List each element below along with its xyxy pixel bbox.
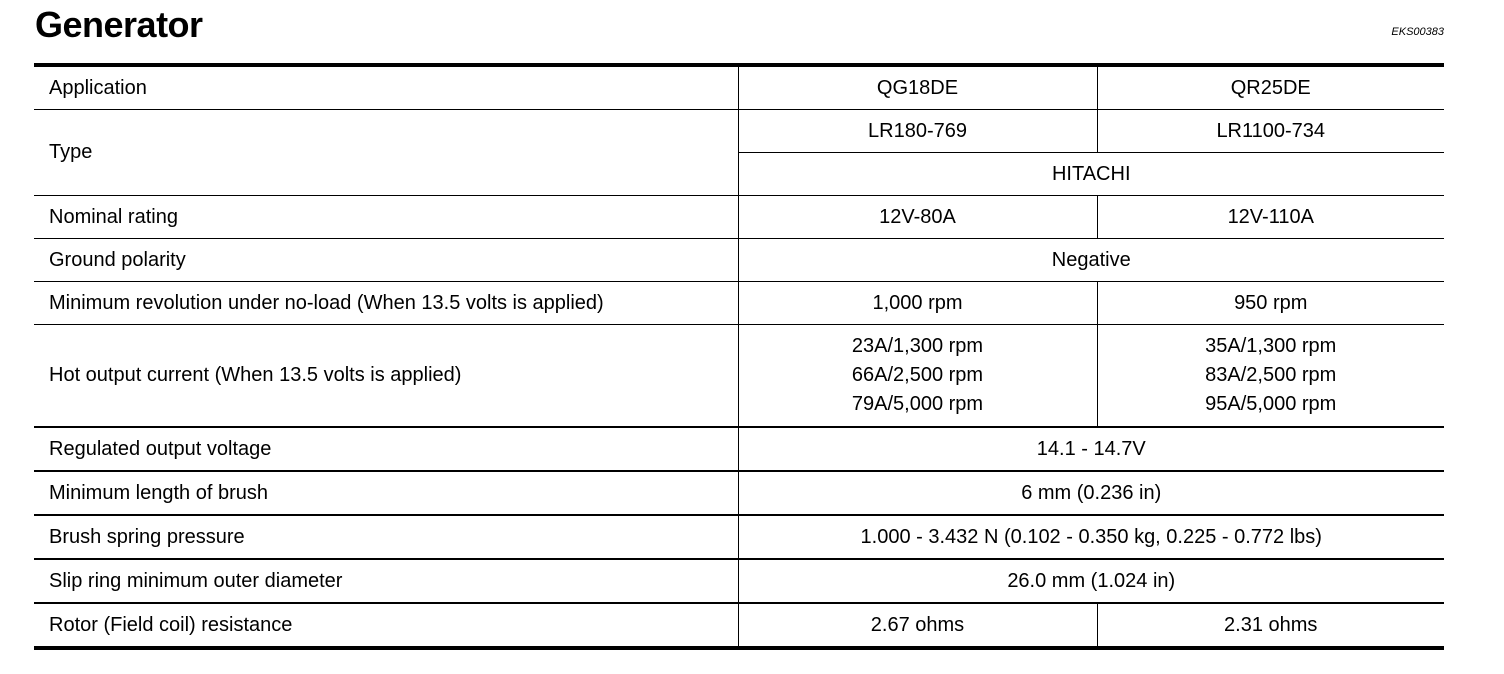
row-label-application: Application xyxy=(49,76,147,99)
table-row xyxy=(34,239,1444,282)
hot-output-line: 83A/2,500 rpm xyxy=(1205,364,1337,386)
generator-spec-table xyxy=(34,63,1444,650)
document-code: EKS00383 xyxy=(1391,26,1444,38)
table-row xyxy=(34,196,1444,239)
hot-output-line: 23A/1,300 rpm xyxy=(851,335,984,357)
cell-rotor-qr25de: 2.31 ohms xyxy=(1097,603,1444,648)
cell-slip-ring: 26.0 mm (1.024 in) xyxy=(738,559,1444,603)
cell-type-qr25de: LR1100-734 xyxy=(1097,110,1444,153)
cell-application-qr25de: QR25DE xyxy=(1097,65,1444,110)
hot-output-line: 66A/2,500 rpm xyxy=(851,364,984,386)
cell-rotor-qg18de: 2.67 ohms xyxy=(738,603,1097,648)
row-label-brush-pressure: Brush spring pressure xyxy=(34,515,738,559)
row-label-rotor-resistance: Rotor (Field coil) resistance xyxy=(34,603,738,648)
row-label-ground-polarity: Ground polarity xyxy=(34,239,738,282)
row-label-brush-length: Minimum length of brush xyxy=(34,471,738,515)
row-label-hot-output: Hot output current (When 13.5 volts is applied) xyxy=(34,325,738,428)
cell-ground-polarity: Negative xyxy=(738,239,1444,282)
hot-output-line: 35A/1,300 rpm xyxy=(1205,335,1337,357)
cell-type-maker: HITACHI xyxy=(738,153,1444,196)
table-row xyxy=(34,65,1444,110)
cell-hot-output-qg18de xyxy=(738,325,1097,428)
cell-application-qg18de: QG18DE xyxy=(738,65,1097,110)
table-row xyxy=(34,325,1444,428)
table-row xyxy=(34,515,1444,559)
cell-hot-output-qr25de xyxy=(1097,325,1444,428)
table-row xyxy=(34,559,1444,603)
row-label-nominal-rating: Nominal rating xyxy=(34,196,738,239)
row-label-slip-ring: Slip ring minimum outer diameter xyxy=(34,559,738,603)
row-label-regulated-voltage: Regulated output voltage xyxy=(34,427,738,471)
table-row xyxy=(34,603,1444,648)
hot-output-line: 79A/5,000 rpm xyxy=(851,393,984,415)
cell-regulated-voltage: 14.1 - 14.7V xyxy=(738,427,1444,471)
table-row xyxy=(34,282,1444,325)
cell-min-rev-qr25de: 950 rpm xyxy=(1097,282,1444,325)
cell-type-qg18de: LR180-769 xyxy=(738,110,1097,153)
cell-nominal-qg18de: 12V-80A xyxy=(738,196,1097,239)
cell-brush-length: 6 mm (0.236 in) xyxy=(738,471,1444,515)
row-label-type: Type xyxy=(34,110,738,196)
table-row xyxy=(34,471,1444,515)
cell-nominal-qr25de: 12V-110A xyxy=(1097,196,1444,239)
cell-brush-pressure: 1.000 - 3.432 N (0.102 - 0.350 kg, 0.225 - 0.772 lbs) xyxy=(738,515,1444,559)
table-row xyxy=(34,427,1444,471)
table-row xyxy=(34,110,1444,153)
row-label-min-revolution: Minimum revolution under no-load (When 13.5 volts is applied) xyxy=(34,282,738,325)
page-title: Generator xyxy=(35,4,203,45)
hot-output-line: 95A/5,000 rpm xyxy=(1205,393,1337,415)
cell-min-rev-qg18de: 1,000 rpm xyxy=(738,282,1097,325)
